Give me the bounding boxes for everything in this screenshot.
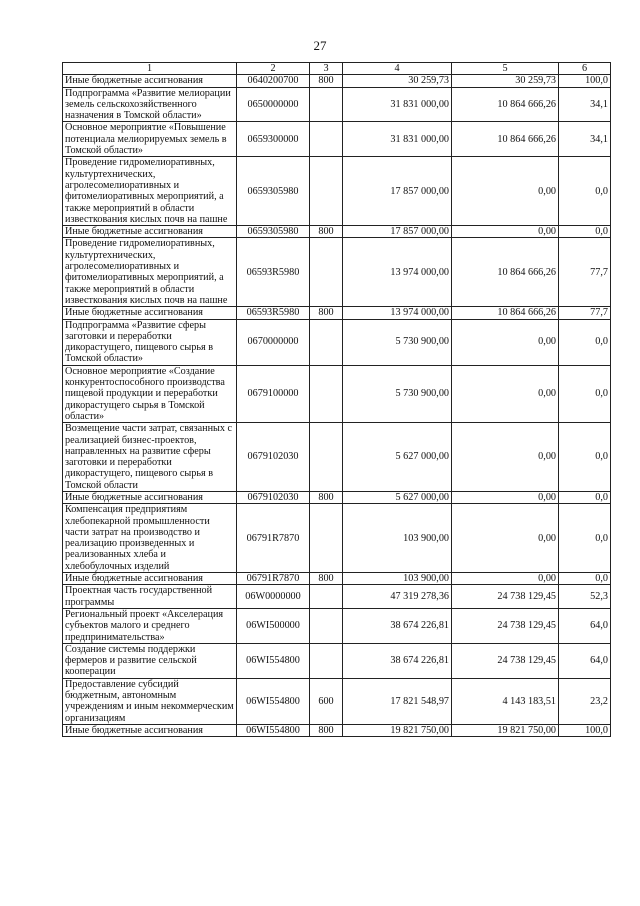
row-type-cell [310,238,343,307]
row-plan-cell: 17 821 548,97 [343,678,452,724]
row-fact-cell: 10 864 666,26 [452,122,559,157]
row-fact-cell: 10 864 666,26 [452,307,559,319]
row-name-cell: Предоставление субсидий бюджетным, автономным учреждениям и иным некоммерческим организациям [63,678,237,724]
row-name-cell: Иные бюджетные ассигнования [63,724,237,736]
table-header-row [63,63,611,75]
row-percent-cell: 100,0 [559,724,611,736]
header-col-1: 1 [63,63,237,75]
row-code-cell: 06593R5980 [237,307,310,319]
row-name-cell: Подпрограмма «Развитие сферы заготовки и переработки дикорастущего, пищевого сырья в Томской области» [63,319,237,365]
table-row [63,423,611,492]
row-code-cell: 0640200700 [237,75,310,87]
row-percent-cell: 34,1 [559,122,611,157]
row-percent-cell: 0,0 [559,573,611,585]
header-col-6: 6 [559,63,611,75]
row-fact-cell: 0,00 [452,365,559,422]
row-code-cell: 06WI554800 [237,724,310,736]
row-percent-cell: 52,3 [559,585,611,609]
row-fact-cell: 0,00 [452,319,559,365]
table-row [63,678,611,724]
row-name-cell: Проведение гидромелиоративных, культуртехнических, агролесомелиоративных и фитомелиоративных мероприятий, а также мероприятий в области известкования кислых почв на пашне [63,238,237,307]
row-plan-cell: 103 900,00 [343,504,452,573]
row-type-cell [310,423,343,492]
table-row [63,75,611,87]
row-name-cell: Основное мероприятие «Повышение потенциала мелиорируемых земель в Томской области» [63,122,237,157]
row-name-cell: Иные бюджетные ассигнования [63,491,237,503]
row-percent-cell: 0,0 [559,226,611,238]
row-code-cell: 0679102030 [237,491,310,503]
row-plan-cell: 19 821 750,00 [343,724,452,736]
row-plan-cell: 5 627 000,00 [343,491,452,503]
row-type-cell: 600 [310,678,343,724]
row-fact-cell: 0,00 [452,226,559,238]
table-row [63,307,611,319]
row-code-cell: 06791R7870 [237,573,310,585]
row-name-cell: Иные бюджетные ассигнования [63,226,237,238]
row-code-cell: 0659305980 [237,226,310,238]
table-row [63,226,611,238]
header-col-5: 5 [452,63,559,75]
row-type-cell [310,504,343,573]
row-plan-cell: 5 730 900,00 [343,365,452,422]
header-col-3: 3 [310,63,343,75]
row-code-cell: 06WI554800 [237,643,310,678]
row-percent-cell: 23,2 [559,678,611,724]
row-code-cell: 06791R7870 [237,504,310,573]
row-percent-cell: 77,7 [559,307,611,319]
row-name-cell: Иные бюджетные ассигнования [63,307,237,319]
row-fact-cell: 24 738 129,45 [452,585,559,609]
row-code-cell: 0679102030 [237,423,310,492]
row-name-cell: Основное мероприятие «Создание конкурентоспособного производства пищевой продукции и переработки дикорастущего сырья в Томской области» [63,365,237,422]
row-plan-cell: 47 319 278,36 [343,585,452,609]
row-name-cell: Проведение гидромелиоративных, культуртехнических, агролесомелиоративных и фитомелиоративных мероприятий, а также мероприятий в области известкования кислых почв на пашне [63,157,237,226]
row-code-cell: 0659305980 [237,157,310,226]
row-type-cell [310,87,343,122]
table-row [63,319,611,365]
row-percent-cell: 0,0 [559,491,611,503]
row-type-cell: 800 [310,724,343,736]
row-type-cell [310,643,343,678]
row-fact-cell: 19 821 750,00 [452,724,559,736]
row-type-cell: 800 [310,491,343,503]
row-type-cell: 800 [310,307,343,319]
row-code-cell: 0659300000 [237,122,310,157]
row-percent-cell: 100,0 [559,75,611,87]
row-plan-cell: 17 857 000,00 [343,226,452,238]
row-percent-cell: 0,0 [559,157,611,226]
table-row [63,504,611,573]
row-fact-cell: 0,00 [452,423,559,492]
row-fact-cell: 0,00 [452,157,559,226]
row-percent-cell: 0,0 [559,504,611,573]
row-code-cell: 06WI500000 [237,608,310,643]
row-fact-cell: 0,00 [452,573,559,585]
row-plan-cell: 31 831 000,00 [343,87,452,122]
row-name-cell: Создание системы поддержки фермеров и развитие сельской кооперации [63,643,237,678]
table-row [63,238,611,307]
row-plan-cell: 38 674 226,81 [343,643,452,678]
table-row [63,365,611,422]
row-plan-cell: 17 857 000,00 [343,157,452,226]
row-name-cell: Компенсация предприятиям хлебопекарной промышленности части затрат на производство и реализацию произведенных и реализованных хлеба и хлебобулочных изделий [63,504,237,573]
table-row [63,643,611,678]
table-body [63,75,611,737]
row-plan-cell: 38 674 226,81 [343,608,452,643]
row-code-cell: 06W0000000 [237,585,310,609]
budget-table [62,62,611,737]
table-row [63,157,611,226]
table-row [63,491,611,503]
row-type-cell [310,157,343,226]
table-row [63,724,611,736]
row-name-cell: Иные бюджетные ассигнования [63,75,237,87]
row-type-cell: 800 [310,573,343,585]
row-percent-cell: 64,0 [559,608,611,643]
table-row [63,122,611,157]
row-fact-cell: 4 143 183,51 [452,678,559,724]
row-fact-cell: 10 864 666,26 [452,238,559,307]
header-col-2: 2 [237,63,310,75]
table-row [63,87,611,122]
row-name-cell: Возмещение части затрат, связанных с реализацией бизнес-проектов, направленных на развитие сферы заготовки и переработки дикорастущего, пищевого сырья в Томской области [63,423,237,492]
row-code-cell: 06WI554800 [237,678,310,724]
row-name-cell: Иные бюджетные ассигнования [63,573,237,585]
row-code-cell: 0650000000 [237,87,310,122]
row-percent-cell: 0,0 [559,319,611,365]
row-type-cell: 800 [310,75,343,87]
row-percent-cell: 34,1 [559,87,611,122]
row-fact-cell: 24 738 129,45 [452,608,559,643]
row-plan-cell: 30 259,73 [343,75,452,87]
table-row [63,608,611,643]
row-name-cell: Проектная часть государственной программы [63,585,237,609]
row-plan-cell: 13 974 000,00 [343,307,452,319]
row-plan-cell: 31 831 000,00 [343,122,452,157]
header-col-4: 4 [343,63,452,75]
row-plan-cell: 5 730 900,00 [343,319,452,365]
row-name-cell: Региональный проект «Акселерация субъектов малого и среднего предпринимательства» [63,608,237,643]
row-type-cell [310,122,343,157]
row-type-cell [310,365,343,422]
row-plan-cell: 5 627 000,00 [343,423,452,492]
row-type-cell [310,608,343,643]
row-code-cell: 06593R5980 [237,238,310,307]
row-fact-cell: 0,00 [452,504,559,573]
row-type-cell [310,319,343,365]
row-percent-cell: 77,7 [559,238,611,307]
row-plan-cell: 103 900,00 [343,573,452,585]
row-fact-cell: 0,00 [452,491,559,503]
row-name-cell: Подпрограмма «Развитие мелиорации земель сельскохозяйственного назначения в Томской области» [63,87,237,122]
row-fact-cell: 24 738 129,45 [452,643,559,678]
row-type-cell: 800 [310,226,343,238]
row-code-cell: 0670000000 [237,319,310,365]
table-row [63,573,611,585]
row-percent-cell: 64,0 [559,643,611,678]
row-plan-cell: 13 974 000,00 [343,238,452,307]
page-number: 27 [313,38,327,53]
row-percent-cell: 0,0 [559,423,611,492]
row-percent-cell: 0,0 [559,365,611,422]
table-row [63,585,611,609]
row-type-cell [310,585,343,609]
row-fact-cell: 10 864 666,26 [452,87,559,122]
row-code-cell: 0679100000 [237,365,310,422]
row-fact-cell: 30 259,73 [452,75,559,87]
